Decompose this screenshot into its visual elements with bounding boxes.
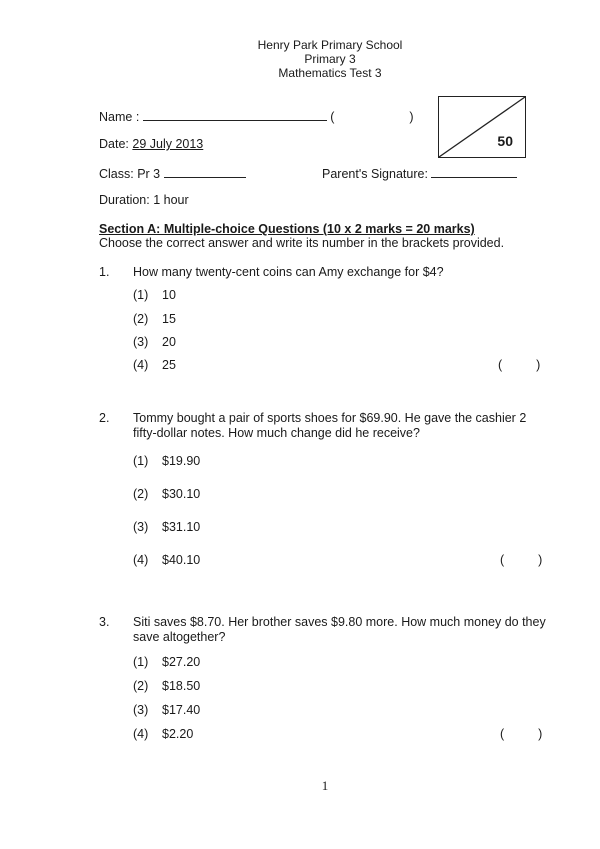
option-item[interactable] [133,335,176,349]
option-item[interactable] [133,358,176,372]
option-item[interactable] [133,312,176,326]
option-number: (2) [133,679,149,693]
option-value: $2.20 [162,727,194,741]
name-label: Name : [99,110,140,124]
class-level: Primary 3 [304,52,356,66]
option-value: $40.10 [162,553,201,567]
answer-bracket[interactable] [498,358,540,372]
answer-close-bracket: ) [538,727,543,741]
question-text: Siti saves $8.70. Her brother saves $9.80 more. How much money do they save altogether? [133,615,546,644]
option-item[interactable] [133,487,200,501]
answer-close-bracket: ) [536,358,541,372]
duration: Duration: 1 hour [99,193,189,207]
option-value: $17.40 [162,703,201,717]
option-value: $31.10 [162,520,201,534]
register-open-bracket: ( [330,110,335,124]
question-number: 3. [99,615,110,629]
date-label: Date: [99,137,129,151]
option-item[interactable] [133,727,193,741]
option-number: (2) [133,487,149,501]
option-item[interactable] [133,520,200,534]
option-value: 15 [162,312,176,326]
option-value: 25 [162,358,176,372]
option-number: (3) [133,335,149,349]
option-number: (4) [133,358,149,372]
score-total: 50 [497,133,513,149]
answer-open-bracket: ( [498,358,503,372]
option-number: (3) [133,703,149,717]
option-item[interactable] [133,553,200,567]
option-value: $19.90 [162,454,201,468]
option-number: (2) [133,312,149,326]
name-row [99,108,414,124]
option-item[interactable] [133,679,200,693]
parent-signature-field[interactable] [431,165,517,178]
date-value: 29 July 2013 [132,137,204,151]
question-number: 2. [99,411,110,425]
answer-open-bracket: ( [500,727,505,741]
section-title: Section A: Multiple-choice Questions (10 x 2 marks = 20 marks) [99,222,475,236]
test-title: Mathematics Test 3 [278,66,382,80]
option-item[interactable] [133,288,176,302]
question-text: How many twenty-cent coins can Amy exchange for $4? [133,265,444,279]
answer-bracket[interactable] [500,553,542,567]
option-value: $18.50 [162,679,201,693]
parent-signature-row [322,165,517,181]
school-name: Henry Park Primary School [257,38,403,52]
class-label: Class: Pr 3 [99,167,161,181]
class-field[interactable] [164,165,246,178]
parent-signature-label: Parent's Signature: [322,167,428,181]
question-number: 1. [99,265,110,279]
section-instruction: Choose the correct answer and write its number in the brackets provided. [99,236,505,250]
option-number: (1) [133,454,149,468]
option-number: (3) [133,520,149,534]
option-value: $27.20 [162,655,201,669]
answer-close-bracket: ) [538,553,543,567]
register-close-bracket: ) [409,110,414,124]
option-number: (4) [133,727,149,741]
option-value: 10 [162,288,176,302]
option-item[interactable] [133,655,200,669]
score-box [438,96,526,158]
question-text: Tommy bought a pair of sports shoes for $69.90. He gave the cashier 2 fifty-dollar notes. How much change did he receive? [133,411,527,440]
option-value: $30.10 [162,487,201,501]
page-number: 1 [321,778,329,793]
answer-bracket[interactable] [500,727,542,741]
option-item[interactable] [133,454,200,468]
option-number: (1) [133,288,149,302]
option-item[interactable] [133,703,200,717]
option-value: 20 [162,335,176,349]
answer-open-bracket: ( [500,553,505,567]
date-row [99,137,203,151]
class-row [99,165,246,181]
option-number: (4) [133,553,149,567]
option-number: (1) [133,655,149,669]
name-field[interactable] [143,108,327,121]
document-header [0,38,600,80]
